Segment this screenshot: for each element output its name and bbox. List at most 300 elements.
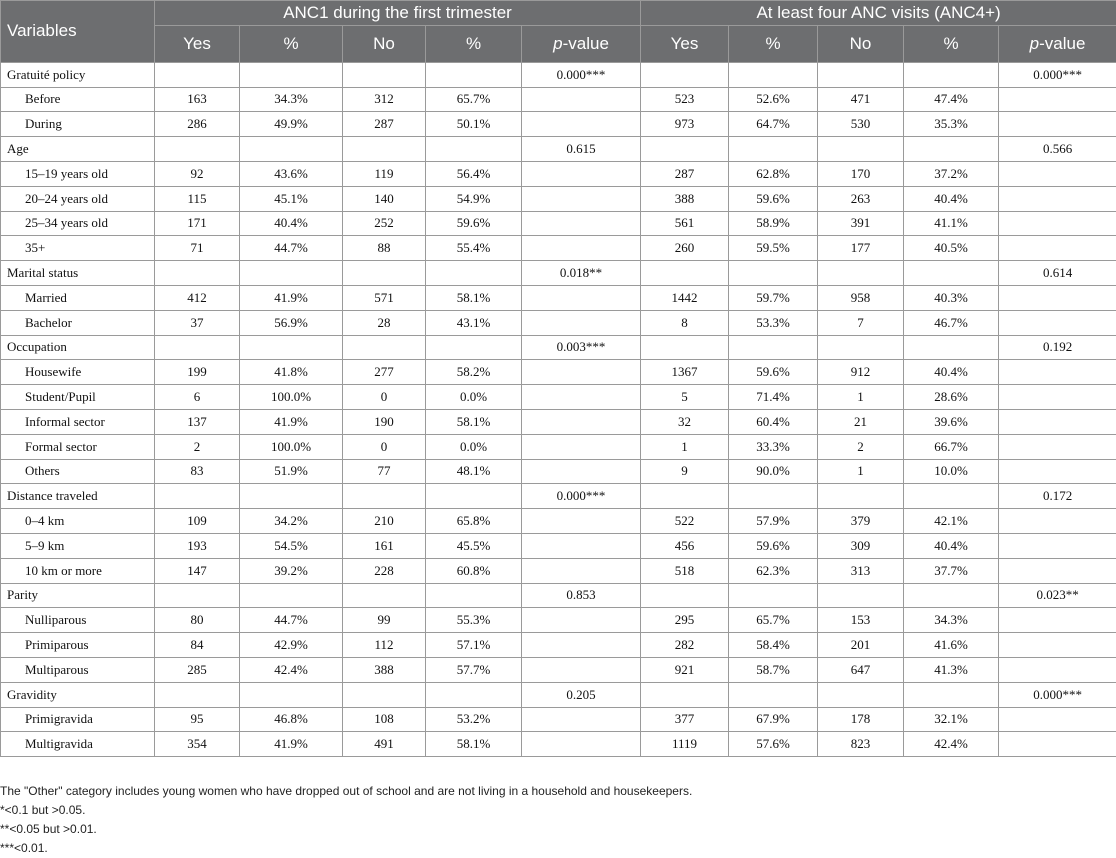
group-row [1,484,1116,509]
table-row [1,409,1116,434]
row-label: 15–19 years old [1,161,155,186]
anc1-no: 287 [343,112,426,137]
table-row [1,459,1116,484]
row-label: 25–34 years old [1,211,155,236]
empty-cell [522,285,641,310]
anc4-yes-pct: 60.4% [729,409,818,434]
anc1-yes-pct: 42.9% [240,633,343,658]
empty-cell [999,186,1116,211]
empty-cell [904,682,999,707]
empty-cell [155,335,240,360]
group-row [1,682,1116,707]
anc1-no: 99 [343,608,426,633]
anc4-yes: 973 [641,112,729,137]
anc1-no-pct: 43.1% [426,310,522,335]
anc1-yes: 199 [155,360,240,385]
anc4-no: 177 [818,236,904,261]
empty-cell [904,484,999,509]
table-row [1,633,1116,658]
anc1-yes-pct: 40.4% [240,211,343,236]
anc1-no-pct: 57.1% [426,633,522,658]
p-value-anc4: 0.192 [999,335,1116,360]
table-row [1,360,1116,385]
anc4-no-pct: 40.4% [904,186,999,211]
group-label: Gravidity [1,682,155,707]
p-value-anc4: 0.000*** [999,62,1116,87]
empty-cell [999,434,1116,459]
empty-cell [818,261,904,286]
empty-cell [999,211,1116,236]
anc1-yes-pct: 41.9% [240,285,343,310]
anc4-yes: 518 [641,558,729,583]
table-row [1,707,1116,732]
anc4-no-pct: 42.1% [904,509,999,534]
anc4-no-pct: 41.1% [904,211,999,236]
group-row [1,62,1116,87]
anc4-yes-pct: 57.9% [729,509,818,534]
empty-cell [240,62,343,87]
empty-cell [641,62,729,87]
empty-cell [999,285,1116,310]
anc1-no: 112 [343,633,426,658]
col-pct: % [426,25,522,62]
group-label: Parity [1,583,155,608]
empty-cell [155,62,240,87]
anc4-yes: 295 [641,608,729,633]
footnote: The "Other" category includes young women who have dropped out of school and are not living in a household and housekeepers. [0,784,693,798]
table-row [1,87,1116,112]
empty-cell [818,137,904,162]
empty-cell [999,161,1116,186]
empty-cell [522,434,641,459]
anc1-no: 88 [343,236,426,261]
anc4-no-pct: 47.4% [904,87,999,112]
empty-cell [522,360,641,385]
empty-cell [999,385,1116,410]
table-row [1,533,1116,558]
table-row [1,434,1116,459]
anc1-no: 388 [343,657,426,682]
group-label: Age [1,137,155,162]
col-pct: % [729,25,818,62]
empty-cell [729,137,818,162]
p-value-anc4: 0.566 [999,137,1116,162]
empty-cell [522,657,641,682]
anc1-no: 312 [343,87,426,112]
empty-cell [818,682,904,707]
empty-cell [999,360,1116,385]
anc4-yes-pct: 59.6% [729,533,818,558]
anc4-no: 471 [818,87,904,112]
empty-cell [522,236,641,261]
anc4-no-pct: 42.4% [904,732,999,757]
anc4-yes-pct: 59.6% [729,186,818,211]
anc1-no-pct: 56.4% [426,161,522,186]
anc4-yes-pct: 58.7% [729,657,818,682]
anc4-yes: 282 [641,633,729,658]
table-row [1,608,1116,633]
p-value-anc1: 0.205 [522,682,641,707]
anc4-no: 2 [818,434,904,459]
anc1-yes: 109 [155,509,240,534]
anc4-yes: 9 [641,459,729,484]
anc1-no: 210 [343,509,426,534]
empty-cell [343,583,426,608]
anc4-yes-pct: 59.6% [729,360,818,385]
empty-cell [522,87,641,112]
table-header [1,1,1116,63]
group-row [1,335,1116,360]
table-row [1,657,1116,682]
anc4-yes: 5 [641,385,729,410]
anc1-yes-pct: 56.9% [240,310,343,335]
p-value-anc1: 0.615 [522,137,641,162]
anc4-yes-pct: 59.5% [729,236,818,261]
anc1-no: 140 [343,186,426,211]
p-value-anc4: 0.000*** [999,682,1116,707]
anc4-no-pct: 46.7% [904,310,999,335]
anc1-no: 108 [343,707,426,732]
anc4-no: 1 [818,385,904,410]
row-label: Housewife [1,360,155,385]
empty-cell [522,409,641,434]
anc4-yes: 8 [641,310,729,335]
p-value-anc1: 0.000*** [522,484,641,509]
anc4-yes-pct: 52.6% [729,87,818,112]
anc1-yes-pct: 45.1% [240,186,343,211]
anc4-yes: 1119 [641,732,729,757]
table-row [1,558,1116,583]
anc4-no: 153 [818,608,904,633]
anc1-yes-pct: 41.9% [240,732,343,757]
anc1-yes: 84 [155,633,240,658]
anc1-no-pct: 45.5% [426,533,522,558]
empty-cell [240,137,343,162]
empty-cell [641,682,729,707]
row-label: 35+ [1,236,155,261]
anc1-no: 0 [343,385,426,410]
row-label: Others [1,459,155,484]
anc4-yes: 388 [641,186,729,211]
empty-cell [904,583,999,608]
anc4-yes: 32 [641,409,729,434]
empty-cell [729,484,818,509]
row-label: During [1,112,155,137]
empty-cell [999,558,1116,583]
anc1-yes: 71 [155,236,240,261]
empty-cell [818,62,904,87]
row-label: Multiparous [1,657,155,682]
anc1-yes: 137 [155,409,240,434]
anc1-yes: 285 [155,657,240,682]
empty-cell [522,459,641,484]
anc1-yes-pct: 100.0% [240,434,343,459]
anc4-yes: 377 [641,707,729,732]
group-label: Occupation [1,335,155,360]
empty-cell [729,682,818,707]
anc1-no-pct: 0.0% [426,385,522,410]
anc1-yes: 37 [155,310,240,335]
anc1-no: 0 [343,434,426,459]
anc4-no: 313 [818,558,904,583]
anc1-no-pct: 53.2% [426,707,522,732]
p-value-anc4: 0.172 [999,484,1116,509]
empty-cell [522,707,641,732]
anc1-yes-pct: 42.4% [240,657,343,682]
empty-cell [999,409,1116,434]
empty-cell [522,211,641,236]
anc1-no: 161 [343,533,426,558]
anc1-group-header: ANC1 during the first trimester [155,1,641,26]
anc4-no-pct: 35.3% [904,112,999,137]
group-row [1,583,1116,608]
anc1-no-pct: 0.0% [426,434,522,459]
empty-cell [522,633,641,658]
empty-cell [999,236,1116,261]
anc1-no-pct: 50.1% [426,112,522,137]
table-row [1,236,1116,261]
empty-cell [641,335,729,360]
anc4-yes: 1442 [641,285,729,310]
col-pvalue: p-value [522,25,641,62]
table-footnotes [0,782,1116,858]
anc4-no-pct: 40.4% [904,360,999,385]
row-label: 0–4 km [1,509,155,534]
row-label: 20–24 years old [1,186,155,211]
anc4-no: 958 [818,285,904,310]
anc4-no-pct: 37.2% [904,161,999,186]
anc1-no-pct: 55.4% [426,236,522,261]
anc1-no-pct: 59.6% [426,211,522,236]
empty-cell [522,558,641,583]
col-no: No [343,25,426,62]
anc4-no-pct: 34.3% [904,608,999,633]
table-row [1,211,1116,236]
anc1-yes-pct: 44.7% [240,236,343,261]
empty-cell [904,261,999,286]
anc4-no-pct: 10.0% [904,459,999,484]
empty-cell [999,509,1116,534]
anc4-yes: 287 [641,161,729,186]
empty-cell [522,310,641,335]
anc1-yes-pct: 44.7% [240,608,343,633]
empty-cell [522,732,641,757]
empty-cell [999,459,1116,484]
anc1-yes: 80 [155,608,240,633]
group-label: Marital status [1,261,155,286]
anc4-yes-pct: 57.6% [729,732,818,757]
empty-cell [729,62,818,87]
empty-cell [240,484,343,509]
empty-cell [999,87,1116,112]
table-row [1,285,1116,310]
anc4-yes-pct: 59.7% [729,285,818,310]
anc1-yes-pct: 54.5% [240,533,343,558]
anc4-no: 178 [818,707,904,732]
anc1-no-pct: 65.8% [426,509,522,534]
anc1-yes: 163 [155,87,240,112]
anc4-yes: 523 [641,87,729,112]
anc4-yes: 921 [641,657,729,682]
empty-cell [729,335,818,360]
anc4-no: 170 [818,161,904,186]
footnote: ***<0.01. [0,841,48,855]
empty-cell [155,484,240,509]
empty-cell [904,137,999,162]
anc4-no-pct: 28.6% [904,385,999,410]
p-value-anc1: 0.003*** [522,335,641,360]
empty-cell [240,682,343,707]
empty-cell [729,583,818,608]
empty-cell [155,682,240,707]
empty-cell [343,484,426,509]
empty-cell [641,583,729,608]
table-row [1,161,1116,186]
group-row [1,261,1116,286]
table-row [1,385,1116,410]
anc1-yes: 354 [155,732,240,757]
empty-cell [818,583,904,608]
empty-cell [999,707,1116,732]
anc1-no-pct: 58.1% [426,732,522,757]
anc1-no-pct: 55.3% [426,608,522,633]
empty-cell [522,509,641,534]
row-label: Formal sector [1,434,155,459]
empty-cell [522,608,641,633]
anc4-no: 309 [818,533,904,558]
anc1-no: 277 [343,360,426,385]
anc4-yes-pct: 58.4% [729,633,818,658]
p-value-anc4: 0.023** [999,583,1116,608]
anc4-yes-pct: 71.4% [729,385,818,410]
empty-cell [999,732,1116,757]
empty-cell [426,137,522,162]
empty-cell [522,112,641,137]
table-row [1,732,1116,757]
anc4-yes: 1367 [641,360,729,385]
anc1-no: 119 [343,161,426,186]
group-label: Distance traveled [1,484,155,509]
row-label: Married [1,285,155,310]
anc4-no: 379 [818,509,904,534]
empty-cell [641,484,729,509]
anc1-yes-pct: 49.9% [240,112,343,137]
empty-cell [999,608,1116,633]
anc4-no: 201 [818,633,904,658]
p-value-anc1: 0.018** [522,261,641,286]
anc1-yes: 286 [155,112,240,137]
row-label: Informal sector [1,409,155,434]
anc1-yes-pct: 39.2% [240,558,343,583]
table-row [1,186,1116,211]
empty-cell [240,261,343,286]
empty-cell [999,112,1116,137]
anc1-yes-pct: 43.6% [240,161,343,186]
anc1-yes: 2 [155,434,240,459]
empty-cell [426,261,522,286]
anc1-no-pct: 57.7% [426,657,522,682]
empty-cell [999,533,1116,558]
anc4-yes: 456 [641,533,729,558]
anc4-no-pct: 40.4% [904,533,999,558]
col-yes: Yes [155,25,240,62]
empty-cell [522,186,641,211]
anc4-yes-pct: 62.8% [729,161,818,186]
row-label: Before [1,87,155,112]
anc1-yes-pct: 100.0% [240,385,343,410]
table-row [1,509,1116,534]
anc1-no: 77 [343,459,426,484]
anc1-no-pct: 58.2% [426,360,522,385]
empty-cell [343,682,426,707]
empty-cell [729,261,818,286]
anc1-no-pct: 60.8% [426,558,522,583]
anc4-yes-pct: 64.7% [729,112,818,137]
empty-cell [343,137,426,162]
empty-cell [522,385,641,410]
row-label: Primiparous [1,633,155,658]
col-pct: % [240,25,343,62]
empty-cell [426,682,522,707]
anc1-yes: 95 [155,707,240,732]
anc4-yes: 561 [641,211,729,236]
table-row [1,112,1116,137]
anc1-yes: 171 [155,211,240,236]
anc4-yes-pct: 65.7% [729,608,818,633]
table-body [1,62,1116,756]
col-no: No [818,25,904,62]
anc1-yes: 6 [155,385,240,410]
empty-cell [522,161,641,186]
empty-cell [904,62,999,87]
empty-cell [426,335,522,360]
empty-cell [343,261,426,286]
anc4-no: 21 [818,409,904,434]
anc1-yes: 83 [155,459,240,484]
table-row [1,310,1116,335]
p-value-anc1: 0.000*** [522,62,641,87]
p-value-anc1: 0.853 [522,583,641,608]
anc4-no: 912 [818,360,904,385]
row-label: 5–9 km [1,533,155,558]
anc1-no: 190 [343,409,426,434]
anc4-no-pct: 41.6% [904,633,999,658]
empty-cell [343,335,426,360]
empty-cell [522,533,641,558]
anc1-yes-pct: 34.2% [240,509,343,534]
group-label: Gratuité policy [1,62,155,87]
footnote: **<0.05 but >0.01. [0,822,97,836]
anc4-no-pct: 40.3% [904,285,999,310]
anc1-no-pct: 54.9% [426,186,522,211]
anc1-yes-pct: 34.3% [240,87,343,112]
col-pvalue: p-value [999,25,1116,62]
anc4-no-pct: 66.7% [904,434,999,459]
row-label: Student/Pupil [1,385,155,410]
col-pct: % [904,25,999,62]
anc1-no: 228 [343,558,426,583]
anc1-yes-pct: 46.8% [240,707,343,732]
row-label: Primigravida [1,707,155,732]
anc1-yes: 147 [155,558,240,583]
col-yes: Yes [641,25,729,62]
row-label: Nulliparous [1,608,155,633]
anc1-yes-pct: 51.9% [240,459,343,484]
anc1-no-pct: 65.7% [426,87,522,112]
anc4-no: 1 [818,459,904,484]
anc4-no: 263 [818,186,904,211]
anc1-no: 28 [343,310,426,335]
